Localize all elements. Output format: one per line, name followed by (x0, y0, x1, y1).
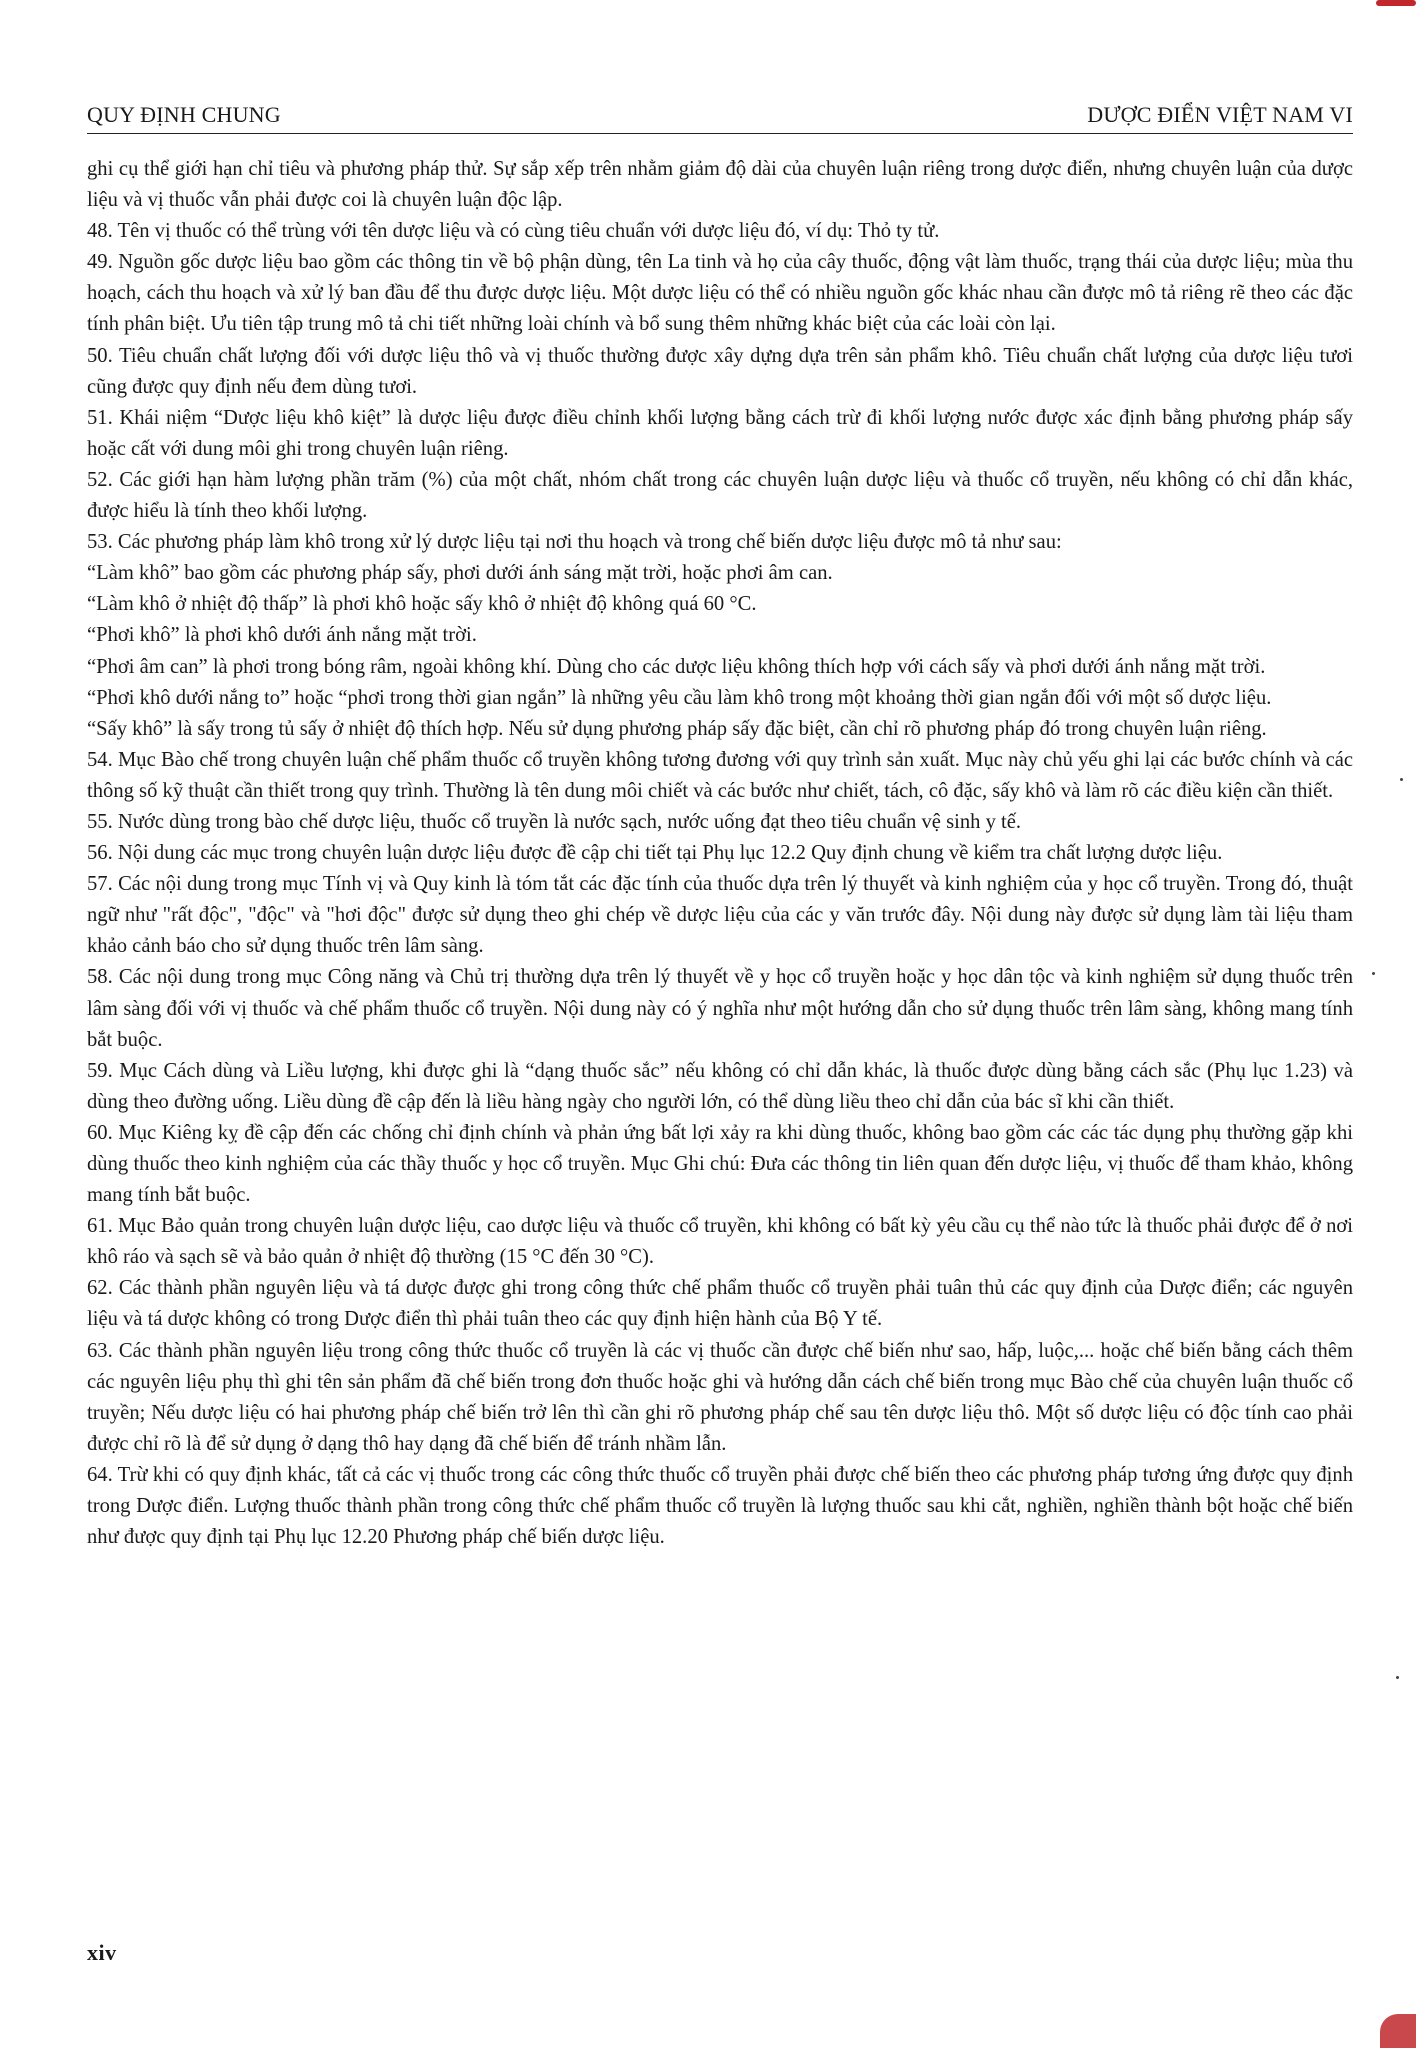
scan-speck (1372, 972, 1375, 975)
paragraph: “Phơi âm can” là phơi trong bóng râm, ngoài không khí. Dùng cho các dược liệu không thích hợp với cách sấy và phơi dưới ánh nắng mặt trời. (87, 655, 1266, 678)
paragraph: “Phơi khô dưới nắng to” hoặc “phơi trong thời gian ngắn” là những yêu cầu làm khô trong một khoảng thời gian ngắn đối với một số dược liệu. (87, 686, 1272, 709)
paragraph: 58. Các nội dung trong mục Công năng và Chủ trị thường dựa trên lý thuyết về y học cổ truyền hoặc y học dân tộc và kinh nghiệm sử dụng thuốc trên lâm sàng đối với vị thuốc và chế phẩm thuốc cổ truyền. Nội dung này có ý nghĩa như một hướng dẫn cho sử dụng thuốc trên lâm sàng, không mang tính bắt buộc. (87, 966, 1353, 1051)
header-book-title: DƯỢC ĐIỂN VIỆT NAM VI (1087, 102, 1353, 127)
paragraph: “Sấy khô” là sấy trong tủ sấy ở nhiệt độ thích hợp. Nếu sử dụng phương pháp sấy đặc biệt, cần chỉ rõ phương pháp đó trong chuyên luận riêng. (87, 717, 1267, 740)
paragraph: 60. Mục Kiêng kỵ đề cập đến các chống chỉ định chính và phản ứng bất lợi xảy ra khi dùng thuốc, không bao gồm các các tác dụng phụ thường gặp khi dùng thuốc theo kinh nghiệm của các thầy thuốc y học cổ truyền. Mục Ghi chú: Đưa các thông tin liên quan đến dược liệu, vị thuốc để tham khảo, không mang tính bắt buộc. (87, 1121, 1353, 1207)
page-number: xiv (87, 1940, 117, 1965)
paragraph: 61. Mục Bảo quản trong chuyên luận dược liệu, cao dược liệu và thuốc cổ truyền, khi không có bất kỳ yêu cầu cụ thể nào tức là thuốc phải được để ở nơi khô ráo và sạch sẽ và bảo quản ở nhiệt độ thường (15 °C đến 30 °C). (87, 1215, 1353, 1269)
paragraph: 62. Các thành phần nguyên liệu và tá dược được ghi trong công thức chế phẩm thuốc cổ truyền phải tuân thủ các quy định của Dược điển; các nguyên liệu và tá dược không có trong Dược điển thì phải tuân theo các quy định hiện hành của Bộ Y tế. (87, 1277, 1353, 1331)
paragraph: ghi cụ thể giới hạn chỉ tiêu và phương pháp thử. Sự sắp xếp trên nhằm giảm độ dài của chuyên luận riêng trong dược điển, nhưng chuyên luận của dược liệu và vị thuốc vẫn phải được coi là chuyên luận độc lập. (87, 158, 1353, 212)
paragraph: 54. Mục Bào chế trong chuyên luận chế phẩm thuốc cổ truyền không tương đương với quy trình sản xuất. Mục này chủ yếu ghi lại các bước chính và các thông số kỹ thuật cần thiết trong quy trình. Thường là tên dung môi chiết và các bước như chiết, tách, cô đặc, sấy khô và làm rõ các điều kiện cần thiết. (87, 748, 1353, 802)
running-header (87, 100, 1353, 130)
paragraph: 49. Nguồn gốc dược liệu bao gồm các thông tin về bộ phận dùng, tên La tinh và họ của cây thuốc, động vật làm thuốc, trạng thái của dược liệu; mùa thu hoạch, cách thu hoạch và xử lý ban đầu để thu được dược liệu. Một dược liệu có thể có nhiều nguồn gốc khác nhau cần được mô tả riêng rẽ theo các đặc tính phân biệt. Ưu tiên tập trung mô tả chi tiết những loài chính và bổ sung thêm những khác biệt của các loài còn lại. (87, 251, 1353, 336)
scan-speck (1400, 778, 1403, 781)
paragraph: 63. Các thành phần nguyên liệu trong công thức thuốc cổ truyền là các vị thuốc cần được chế biến như sao, hấp, luộc,... hoặc chế biến bằng cách thêm các nguyên liệu phụ thì ghi tên sản phẩm đã chế biến trong đơn thuốc hoặc ghi và hướng dẫn cách chế biến trong mục Bào chế của chuyên luận thuốc cổ truyền; Nếu dược liệu có hai phương pháp chế biến trở lên thì cần ghi rõ phương pháp chế sau tên dược liệu thô. Một số dược liệu có độc tính cao phải được chỉ rõ là để sử dụng ở dạng thô hay dạng đã chế biến để tránh nhầm lẫn. (87, 1339, 1353, 1455)
scan-edge-mark (1376, 0, 1416, 6)
paragraph: 48. Tên vị thuốc có thể trùng với tên dược liệu và có cùng tiêu chuẩn với dược liệu đó, ví dụ: Thỏ ty tử. (87, 220, 940, 243)
scan-edge-mark (1380, 2014, 1416, 2048)
body-text (87, 154, 1353, 1553)
paragraph: “Làm khô ở nhiệt độ thấp” là phơi khô hoặc sấy khô ở nhiệt độ không quá 60 °C. (87, 593, 757, 616)
paragraph: 50. Tiêu chuẩn chất lượng đối với dược liệu thô và vị thuốc thường được xây dựng dựa trên sản phẩm khô. Tiêu chuẩn chất lượng của dược liệu tươi cũng được quy định nếu đem dùng tươi. (87, 344, 1353, 398)
paragraph: 57. Các nội dung trong mục Tính vị và Quy kinh là tóm tắt các đặc tính của thuốc dựa trên lý thuyết và kinh nghiệm của y học cổ truyền. Trong đó, thuật ngữ như "rất độc", "độc" và "hơi độc" được sử dụng theo ghi chép về dược liệu của các y văn trước đây. Nội dung này được sử dụng làm tài liệu tham khảo cảnh báo cho sử dụng thuốc trên lâm sàng. (87, 873, 1353, 958)
paragraph: 53. Các phương pháp làm khô trong xử lý dược liệu tại nơi thu hoạch và trong chế biến dược liệu được mô tả như sau: (87, 531, 1062, 554)
paragraph: 56. Nội dung các mục trong chuyên luận dược liệu được đề cập chi tiết tại Phụ lục 12.2 Quy định chung về kiểm tra chất lượng dược liệu. (87, 842, 1223, 865)
paragraph: 52. Các giới hạn hàm lượng phần trăm (%) của một chất, nhóm chất trong các chuyên luận dược liệu và thuốc cổ truyền, nếu không có chỉ dẫn khác, được hiểu là tính theo khối lượng. (87, 468, 1353, 523)
paragraph: 59. Mục Cách dùng và Liều lượng, khi được ghi là “dạng thuốc sắc” nếu không có chỉ dẫn khác, là thuốc được dùng bằng cách sắc (Phụ lục 1.23) và dùng theo đường uống. Liều dùng đề cập đến là liều hàng ngày cho người lớn, có thể dùng liều theo chỉ dẫn của bác sĩ khi cần thiết. (87, 1059, 1353, 1113)
paragraph: 55. Nước dùng trong bào chế dược liệu, thuốc cổ truyền là nước sạch, nước uống đạt theo tiêu chuẩn vệ sinh y tế. (87, 810, 1022, 833)
paragraph: “Làm khô” bao gồm các phương pháp sấy, phơi dưới ánh sáng mặt trời, hoặc phơi âm can. (87, 562, 833, 585)
header-rule (87, 133, 1353, 134)
paragraph: 51. Khái niệm “Dược liệu khô kiệt” là dược liệu được điều chỉnh khối lượng bằng cách trừ đi khối lượng nước được xác định bằng phương pháp sấy hoặc cất với dung môi ghi trong chuyên luận riêng. (87, 406, 1353, 460)
paragraph: “Phơi khô” là phơi khô dưới ánh nắng mặt trời. (87, 624, 477, 647)
header-section-title: QUY ĐỊNH CHUNG (87, 102, 281, 127)
scan-speck (1396, 1676, 1399, 1679)
paragraph: 64. Trừ khi có quy định khác, tất cả các vị thuốc trong các công thức thuốc cổ truyền phải được chế biến theo các phương pháp tương ứng được quy định trong Dược điển. Lượng thuốc thành phần trong công thức chế phẩm thuốc cổ truyền là lượng thuốc sau khi cắt, nghiền, nghiền thành bột hoặc chế biến như được quy định tại Phụ lục 12.20 Phương pháp chế biến dược liệu. (87, 1463, 1353, 1549)
